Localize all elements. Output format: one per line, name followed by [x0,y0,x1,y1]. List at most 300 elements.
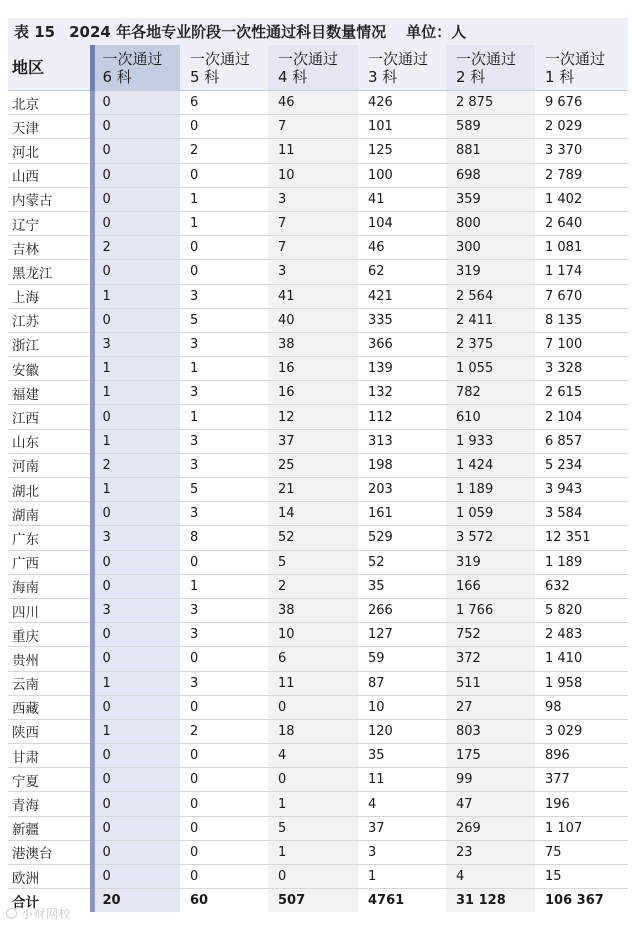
cell-pass-2: 1 766 [446,598,535,622]
watermark-text: 小财网校 [21,907,72,921]
cell-pass-1: 5 820 [535,598,628,622]
cell-pass-2: 3 572 [446,526,535,550]
cell-pass-6: 0 [92,840,180,864]
cell-pass-3: 62 [358,260,446,284]
table-row [8,840,628,864]
cell-pass-4: 37 [268,429,358,453]
cell-pass-2: 1 189 [446,478,535,502]
cell-pass-2: 23 [446,840,535,864]
cell-pass-3: 426 [358,91,446,115]
cell-pass-2: 27 [446,695,535,719]
cell-pass-3: 11 [358,768,446,792]
cell-pass-3: 1 [358,865,446,889]
total-cell-pass-5: 60 [190,893,209,909]
header-pass-6 [92,45,180,91]
cell-pass-1: 2 029 [535,115,628,139]
cell-region: 浙江 [8,332,92,356]
cell-pass-4: 11 [268,139,358,163]
cell-region: 陕西 [8,719,92,743]
cell-region: 江西 [8,405,92,429]
header-pass-4-line2: 4 科 [278,67,308,86]
cell-pass-1: 2 483 [535,623,628,647]
cell-region: 山东 [8,429,92,453]
cell-pass-6: 0 [92,115,180,139]
cell-pass-3: 120 [358,719,446,743]
cell-region: 安徽 [8,357,92,381]
cell-pass-3: 266 [358,598,446,622]
cell-pass-6: 0 [92,768,180,792]
table-number: 表 15 [14,23,56,41]
cell-pass-4: 6 [268,647,358,671]
cell-pass-6: 0 [92,260,180,284]
cell-pass-5: 0 [180,163,268,187]
cell-region: 四川 [8,598,92,622]
cell-pass-5: 0 [180,744,268,768]
cell-region: 湖南 [8,502,92,526]
cell-pass-5: 2 [180,139,268,163]
cell-pass-2: 99 [446,768,535,792]
cell-pass-6: 0 [92,792,180,816]
cell-pass-2: 4 [446,865,535,889]
cell-region: 西藏 [8,695,92,719]
cell-region: 天津 [8,115,92,139]
watermark [6,905,71,922]
header-pass-1 [535,45,628,91]
total-cell-pass-4: 507 [268,889,358,913]
cell-pass-4: 41 [268,284,358,308]
cell-pass-5: 3 [180,284,268,308]
cell-pass-1: 3 584 [535,502,628,526]
table-row [8,502,628,526]
cell-pass-2: 589 [446,115,535,139]
total-cell-pass-2: 31 128 [446,889,535,913]
table-row [8,236,628,260]
cell-pass-2: 372 [446,647,535,671]
cell-pass-2: 300 [446,236,535,260]
watermark-logo-icon [6,908,17,919]
table-row [8,405,628,429]
cell-region: 新疆 [8,816,92,840]
cell-pass-5: 8 [180,526,268,550]
cell-pass-3: 4 [358,792,446,816]
cell-pass-4: 5 [268,550,358,574]
table-row [8,284,628,308]
table-row [8,139,628,163]
cell-pass-5: 3 [180,502,268,526]
cell-pass-2: 359 [446,187,535,211]
cell-pass-2: 2 564 [446,284,535,308]
cell-pass-1: 1 189 [535,550,628,574]
cell-pass-5: 0 [180,865,268,889]
cell-pass-5: 3 [180,429,268,453]
cell-pass-6: 0 [92,574,180,598]
cell-region: 内蒙古 [8,187,92,211]
cell-pass-3: 313 [358,429,446,453]
cell-pass-1: 15 [535,865,628,889]
table-title: 2024 年各地专业阶段一次性通过科目数量情况 [69,23,387,41]
cell-pass-1: 3 943 [535,478,628,502]
header-pass-5-line1: 一次通过 [190,49,251,68]
cell-pass-5: 0 [180,840,268,864]
cell-pass-6: 0 [92,502,180,526]
total-cell-pass-1: 106 367 [545,893,604,909]
cell-pass-5: 3 [180,598,268,622]
cell-pass-5: 0 [180,550,268,574]
cell-region: 甘肃 [8,744,92,768]
cell-pass-6: 0 [92,816,180,840]
cell-region: 吉林 [8,236,92,260]
cell-pass-1: 7 670 [535,284,628,308]
cell-pass-4: 4 [268,744,358,768]
total-cell-pass-3: 4761 [368,893,405,909]
cell-pass-5: 3 [180,453,268,477]
table-row [8,91,628,115]
cell-pass-4: 38 [268,598,358,622]
cell-pass-2: 1 424 [446,453,535,477]
cell-pass-3: 366 [358,332,446,356]
cell-pass-1: 3 029 [535,719,628,743]
header-pass-2-line1: 一次通过 [456,49,517,68]
table-row [8,211,628,235]
cell-pass-4: 14 [268,502,358,526]
cell-pass-4: 16 [268,381,358,405]
table-row [8,429,628,453]
cell-pass-2: 511 [446,671,535,695]
cell-pass-4: 5 [268,816,358,840]
cell-pass-5: 0 [180,792,268,816]
table-row [8,768,628,792]
header-pass-6-line2: 6 科 [102,67,132,86]
cell-pass-5: 0 [180,115,268,139]
cell-pass-1: 2 615 [535,381,628,405]
cell-pass-4: 40 [268,308,358,332]
cell-pass-1: 7 100 [535,332,628,356]
cell-pass-5: 3 [180,381,268,405]
cell-pass-2: 800 [446,211,535,235]
cell-pass-2: 698 [446,163,535,187]
cell-pass-1: 2 789 [535,163,628,187]
cell-region: 重庆 [8,623,92,647]
cell-pass-6: 0 [92,163,180,187]
header-pass-6-line1: 一次通过 [102,49,163,68]
header-region: 地区 [8,45,92,91]
header-pass-1-line1: 一次通过 [545,49,606,68]
cell-pass-3: 335 [358,308,446,332]
cell-pass-3: 59 [358,647,446,671]
table-row [8,744,628,768]
cell-region: 河南 [8,453,92,477]
cell-pass-4: 7 [268,236,358,260]
cell-region: 广西 [8,550,92,574]
cell-pass-2: 782 [446,381,535,405]
cell-region: 江苏 [8,308,92,332]
table-row [8,260,628,284]
table-row [8,623,628,647]
cell-pass-5: 5 [180,478,268,502]
cell-pass-3: 101 [358,115,446,139]
header-pass-1-line2: 1 科 [545,67,575,86]
cell-pass-1: 896 [535,744,628,768]
cell-pass-4: 7 [268,115,358,139]
cell-pass-5: 3 [180,671,268,695]
cell-pass-3: 104 [358,211,446,235]
cell-pass-6: 0 [92,211,180,235]
cell-pass-3: 35 [358,744,446,768]
cell-region: 广东 [8,526,92,550]
cell-pass-2: 1 059 [446,502,535,526]
table-row [8,792,628,816]
cell-region: 河北 [8,139,92,163]
cell-pass-3: 3 [358,840,446,864]
cell-pass-6: 2 [92,453,180,477]
cell-region: 福建 [8,381,92,405]
cell-pass-1: 2 640 [535,211,628,235]
cell-pass-6: 0 [92,405,180,429]
cell-pass-4: 10 [268,163,358,187]
cell-pass-3: 198 [358,453,446,477]
cell-pass-6: 1 [92,719,180,743]
cell-pass-1: 6 857 [535,429,628,453]
cell-pass-4: 10 [268,623,358,647]
cell-pass-1: 9 676 [535,91,628,115]
cell-pass-6: 3 [92,332,180,356]
cell-pass-2: 2 875 [446,91,535,115]
cell-pass-2: 166 [446,574,535,598]
total-row [8,889,628,913]
cell-pass-5: 1 [180,357,268,381]
cell-pass-4: 0 [268,768,358,792]
cell-pass-1: 1 081 [535,236,628,260]
header-pass-2-line2: 2 科 [456,67,486,86]
header-pass-3-line2: 3 科 [368,67,398,86]
table-row [8,719,628,743]
cell-pass-5: 1 [180,574,268,598]
cell-pass-5: 0 [180,768,268,792]
cell-region: 北京 [8,91,92,115]
cell-pass-6: 2 [92,236,180,260]
cell-pass-6: 0 [92,187,180,211]
cell-pass-5: 3 [180,623,268,647]
cell-pass-6: 0 [92,695,180,719]
cell-region: 贵州 [8,647,92,671]
cell-pass-5: 1 [180,187,268,211]
table-row [8,115,628,139]
cell-pass-5: 0 [180,647,268,671]
cell-pass-1: 196 [535,792,628,816]
header-pass-3-line1: 一次通过 [368,49,429,68]
table-unit: 单位：人 [406,23,467,41]
table-row [8,671,628,695]
cell-region: 港澳台 [8,840,92,864]
cell-pass-1: 12 351 [535,526,628,550]
cell-pass-4: 11 [268,671,358,695]
cell-pass-2: 2 375 [446,332,535,356]
cell-pass-1: 1 958 [535,671,628,695]
cell-pass-1: 98 [535,695,628,719]
header-pass-4 [268,45,358,91]
cell-pass-3: 529 [358,526,446,550]
cell-pass-2: 269 [446,816,535,840]
table-row [8,478,628,502]
cell-pass-2: 2 411 [446,308,535,332]
cell-pass-1: 1 107 [535,816,628,840]
cell-pass-3: 35 [358,574,446,598]
cell-pass-4: 1 [268,840,358,864]
cell-pass-1: 377 [535,768,628,792]
table-row [8,453,628,477]
cell-pass-5: 3 [180,332,268,356]
cell-pass-5: 5 [180,308,268,332]
cell-region: 海南 [8,574,92,598]
cell-pass-5: 0 [180,236,268,260]
cell-region: 上海 [8,284,92,308]
cell-region: 山西 [8,163,92,187]
table-row [8,308,628,332]
cell-region: 湖北 [8,478,92,502]
cell-pass-3: 203 [358,478,446,502]
cell-region: 云南 [8,671,92,695]
cell-pass-1: 3 328 [535,357,628,381]
cell-pass-5: 1 [180,405,268,429]
cell-region: 黑龙江 [8,260,92,284]
cell-pass-1: 632 [535,574,628,598]
table-row [8,816,628,840]
cell-pass-1: 1 410 [535,647,628,671]
cell-pass-4: 46 [268,91,358,115]
cell-pass-4: 2 [268,574,358,598]
cell-region: 欧洲 [8,865,92,889]
cell-pass-1: 5 234 [535,453,628,477]
cell-pass-4: 0 [268,695,358,719]
cell-pass-5: 0 [180,260,268,284]
cell-pass-2: 752 [446,623,535,647]
cell-region: 宁夏 [8,768,92,792]
table-row [8,865,628,889]
cell-pass-5: 2 [180,719,268,743]
header-pass-2 [446,45,535,91]
cell-pass-4: 18 [268,719,358,743]
header-pass-5-line2: 5 科 [190,67,220,86]
cell-pass-3: 87 [358,671,446,695]
cell-pass-3: 52 [358,550,446,574]
cell-pass-4: 25 [268,453,358,477]
cell-region: 青海 [8,792,92,816]
cell-pass-4: 3 [268,260,358,284]
cell-pass-5: 0 [180,695,268,719]
cell-pass-3: 10 [358,695,446,719]
cell-pass-4: 1 [268,792,358,816]
header-pass-5 [180,45,268,91]
cell-pass-3: 132 [358,381,446,405]
cell-pass-2: 1 933 [446,429,535,453]
cell-pass-3: 112 [358,405,446,429]
table-body [8,91,628,913]
cell-pass-6: 1 [92,478,180,502]
cell-pass-6: 1 [92,357,180,381]
cell-pass-3: 46 [358,236,446,260]
cell-pass-6: 0 [92,623,180,647]
table-row [8,163,628,187]
cell-pass-6: 0 [92,744,180,768]
cell-pass-6: 1 [92,429,180,453]
cell-pass-1: 8 135 [535,308,628,332]
header-pass-3 [358,45,446,91]
data-table [8,45,628,912]
total-cell-pass-6: 20 [92,889,180,913]
cell-pass-6: 3 [92,526,180,550]
cell-pass-3: 127 [358,623,446,647]
header-row [8,45,628,91]
total-cell-region: 合计 [12,894,39,911]
table-row [8,550,628,574]
cell-pass-3: 421 [358,284,446,308]
cell-pass-6: 1 [92,381,180,405]
cell-pass-2: 319 [446,550,535,574]
cell-pass-2: 175 [446,744,535,768]
cell-pass-6: 0 [92,647,180,671]
cell-pass-1: 75 [535,840,628,864]
table-title-bar [8,18,628,45]
cell-pass-6: 0 [92,91,180,115]
table-row [8,598,628,622]
cell-pass-2: 881 [446,139,535,163]
cell-pass-4: 0 [268,865,358,889]
cell-pass-4: 3 [268,187,358,211]
cell-pass-5: 0 [180,816,268,840]
cell-pass-3: 41 [358,187,446,211]
table-row [8,647,628,671]
cell-pass-6: 0 [92,550,180,574]
table-row [8,357,628,381]
table-row [8,695,628,719]
cell-pass-6: 1 [92,284,180,308]
cell-pass-6: 0 [92,308,180,332]
cell-pass-6: 0 [92,139,180,163]
table-row [8,574,628,598]
cell-pass-2: 1 055 [446,357,535,381]
cell-pass-1: 3 370 [535,139,628,163]
cell-pass-2: 610 [446,405,535,429]
table-row [8,381,628,405]
table-row [8,332,628,356]
cell-pass-4: 16 [268,357,358,381]
cell-pass-4: 21 [268,478,358,502]
cell-pass-1: 2 104 [535,405,628,429]
table-row [8,187,628,211]
cell-pass-3: 161 [358,502,446,526]
cell-pass-3: 125 [358,139,446,163]
cell-pass-2: 319 [446,260,535,284]
cell-pass-3: 139 [358,357,446,381]
cell-pass-4: 12 [268,405,358,429]
cell-pass-3: 100 [358,163,446,187]
cell-pass-6: 0 [92,865,180,889]
cell-pass-2: 803 [446,719,535,743]
cell-pass-6: 3 [92,598,180,622]
cell-pass-6: 1 [92,671,180,695]
cell-pass-1: 1 174 [535,260,628,284]
cell-pass-4: 38 [268,332,358,356]
cell-pass-5: 1 [180,211,268,235]
table-row [8,526,628,550]
cell-pass-1: 1 402 [535,187,628,211]
header-pass-4-line1: 一次通过 [278,49,339,68]
cell-pass-5: 6 [180,91,268,115]
cell-pass-2: 47 [446,792,535,816]
cell-pass-4: 7 [268,211,358,235]
cell-pass-4: 52 [268,526,358,550]
cell-pass-3: 37 [358,816,446,840]
